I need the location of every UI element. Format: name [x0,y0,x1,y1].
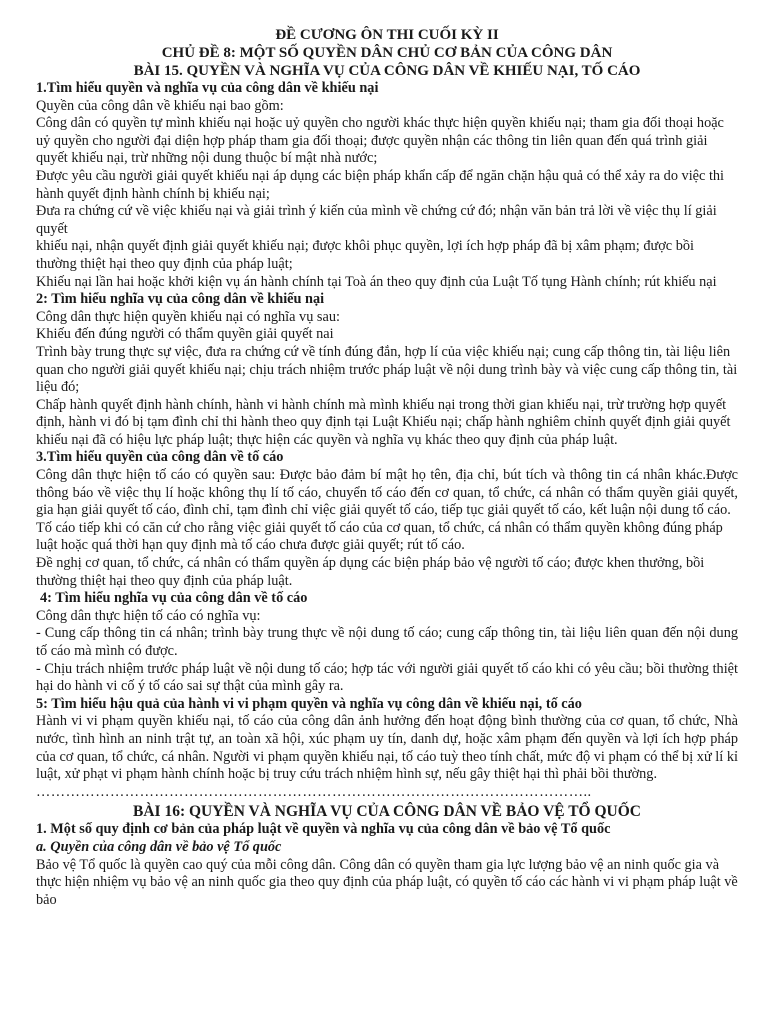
section3-paragraph: Tố cáo tiếp khi có căn cứ cho rằng việc giải quyết tố cáo của cơ quan, tổ chức, cá nhân có thẩm quyền không đúng pháp luật hoặc quá thời hạn quy định mà tố cáo chưa được giải quyết; rút tố cáo. [36,519,723,554]
topic-title: CHỦ ĐỀ 8: MỘT SỐ QUYỀN DÂN CHỦ CƠ BẢN CỦA CÔNG DÂN [161,45,613,61]
section3-paragraph: Đề nghị cơ quan, tổ chức, cá nhân có thẩm quyền áp dụng các biện pháp bảo vệ người tố cáo; được khen thưởng, bồi thường thiệt hại theo quy định của pháp luật. [36,555,705,589]
section1-paragraph: Công dân có quyền tự mình khiếu nại hoặc uỷ quyền cho người khác thực hiện quyền khiếu nại; tham gia đối thoại hoặc uỷ quyền cho người đại diện hợp pháp tham gia đối thoại; được quyền nhận các thông tin liên quan đến quá trình giải quyết khiếu nại, trừ những nội dung thuộc bí mật nhà nước; [36,115,724,167]
section1-paragraph: Khiếu nại lần hai hoặc khởi kiện vụ án hành chính tại Toà án theo quy định của Luật Tố tụng Hành chính; rút khiếu nại [36,273,717,290]
section1-paragraph: khiếu nại, nhận quyết định giải quyết khiếu nại; được khôi phục quyền, lợi ích hợp pháp đã bị xâm phạm; được bồi thường thiệt hại theo quy định của pháp luật; [36,238,694,272]
section2-paragraph: Công dân thực hiện quyền khiếu nại có nghĩa vụ sau: [36,308,340,325]
section4-paragraph: - Chịu trách nhiệm trước pháp luật về nội dung tố cáo; hợp tác với người giải quyết tố cáo khi có yêu cầu; bồi thường thiệt hại do hành vi cố ý tố cáo sai sự thật của mình gây ra. [36,660,738,695]
section2-paragraph: Trình bày trung thực sự việc, đưa ra chứng cứ về tính đúng đắn, hợp lí của việc khiếu nại; cung cấp thông tin, tài liệu liên quan cho người giải quyết khiếu nại; chịu trách nhiệm trước pháp luật về nội dung trình bày và việc cung cấp thông tin, tài liệu đó; [36,343,738,396]
section5-heading: 5: Tìm hiểu hậu quả của hành vi vi phạm quyền và nghĩa vụ công dân về khiếu nại, tố cáo [36,695,582,712]
section4-paragraph: - Cung cấp thông tin cá nhân; trình bày trung thực về nội dung tố cáo; cung cấp thông tin, tài liệu liên quan đến nội dung tố cáo mà mình có được. [36,625,738,659]
lesson15-title: BÀI 15. QUYỀN VÀ NGHĨA VỤ CỦA CÔNG DÂN VỀ KHIẾU NẠI, TỐ CÁO [133,63,641,79]
section2-paragraph: Khiếu đến đúng người có thẩm quyền giải quyết nai [36,326,334,343]
section4-paragraph: Công dân thực hiện tố cáo có nghĩa vụ: [36,607,261,624]
dotted-separator: ………………………………………………………………………………………………….. [36,783,592,800]
section2-heading: 2: Tìm hiểu nghĩa vụ của công dân về khiếu nại [36,291,325,308]
lesson16-title: BÀI 16: QUYỀN VÀ NGHĨA VỤ CỦA CÔNG DÂN VỀ BẢO VỆ TỔ QUỐC [133,803,641,821]
section1-paragraph: Đưa ra chứng cứ về việc khiếu nại và giải trình ý kiến của mình về chứng cứ đó; nhận văn bản trả lời về việc thụ lí giải quyết [36,203,717,237]
doc-title: ĐỀ CƯƠNG ÔN THI CUỐI KỲ II [275,27,499,43]
section5-paragraph: Hành vi vi phạm quyền khiếu nại, tố cáo của công dân ảnh hưởng đến hoạt động bình thường của cơ quan, tổ chức, Nhà nước, tình hình an ninh trật tự, an toàn xã hội, xúc phạm uy tín, danh dự, hoặc xâm phạm đến quyền và lợi ích hợp pháp của cơ quan, tổ chức, cá nhân. Người vi phạm quyền khiếu nại, tố cáo tuỳ theo tính chất, mức độ vi phạm có thể bị xử lí kỉ luật, xử phạt vi phạm hành chính hoặc bị truy cứu trách nhiệm hình sự, nếu gây thiệt hại thì phải bồi thường. [36,713,738,783]
section3-paragraph: Công dân thực hiện tố cáo có quyền sau: Được bảo đảm bí mật họ tên, địa chỉ, bút tích và thông tin cá nhân khác.Được thông báo về việc thụ lí hoặc không thụ lí tố cáo, chuyển tố cáo đến cơ quan, tổ chức, cá nhân có thẩm quyền giải quyết, gia hạn giải quyết tố cáo, đình chỉ, tạm đình chỉ việc giải quyết tố cáo, tiếp tục giải quyết tố cáo, kết luận nội dung tố cáo. [36,467,738,519]
section1-paragraph: Quyền của công dân về khiếu nại bao gồm: [36,97,284,114]
lesson16-heading: 1. Một số quy định cơ bản của pháp luật về quyền và nghĩa vụ của công dân về bảo vệ Tổ quốc [36,821,611,838]
section4-heading: 4: Tìm hiểu nghĩa vụ của công dân về tố cáo [40,590,308,607]
section1-heading: 1.Tìm hiểu quyền và nghĩa vụ của công dân về khiếu nại [36,80,379,96]
section3-heading: 3.Tìm hiểu quyền của công dân về tố cáo [36,449,284,466]
lesson16-subheading: a. Quyền của công dân về bảo vệ Tổ quốc [36,838,282,855]
lesson16-paragraph: Bảo vệ Tổ quốc là quyền cao quý của mỗi công dân. Công dân có quyền tham gia lực lượng bảo vệ an ninh quốc gia và thực hiện nhiệm vụ bảo vệ an ninh quốc gia theo quy định của pháp luật, có quyền tố cáo các hành vi vi phạm pháp luật về bảo [36,856,738,908]
section1-paragraph: Được yêu cầu người giải quyết khiếu nại áp dụng các biện pháp khẩn cấp để ngăn chặn hậu quả có thể xảy ra do việc thi hành quyết định hành chính bị khiếu nại; [36,167,725,202]
section2-paragraph: Chấp hành quyết định hành chính, hành vi hành chính mà mình khiếu nại trong thời gian khiếu nại, trừ trường hợp quyết định, hành vi đó bị tạm đình chỉ thi hành theo quy định tại Luật Khiếu nại; chấp hành nghiêm chỉnh quyết định giải quyết khiếu nại đã có hiệu lực pháp luật; thực hiện các quyền và nghĩa vụ khác theo quy định của pháp luật. [36,396,731,448]
